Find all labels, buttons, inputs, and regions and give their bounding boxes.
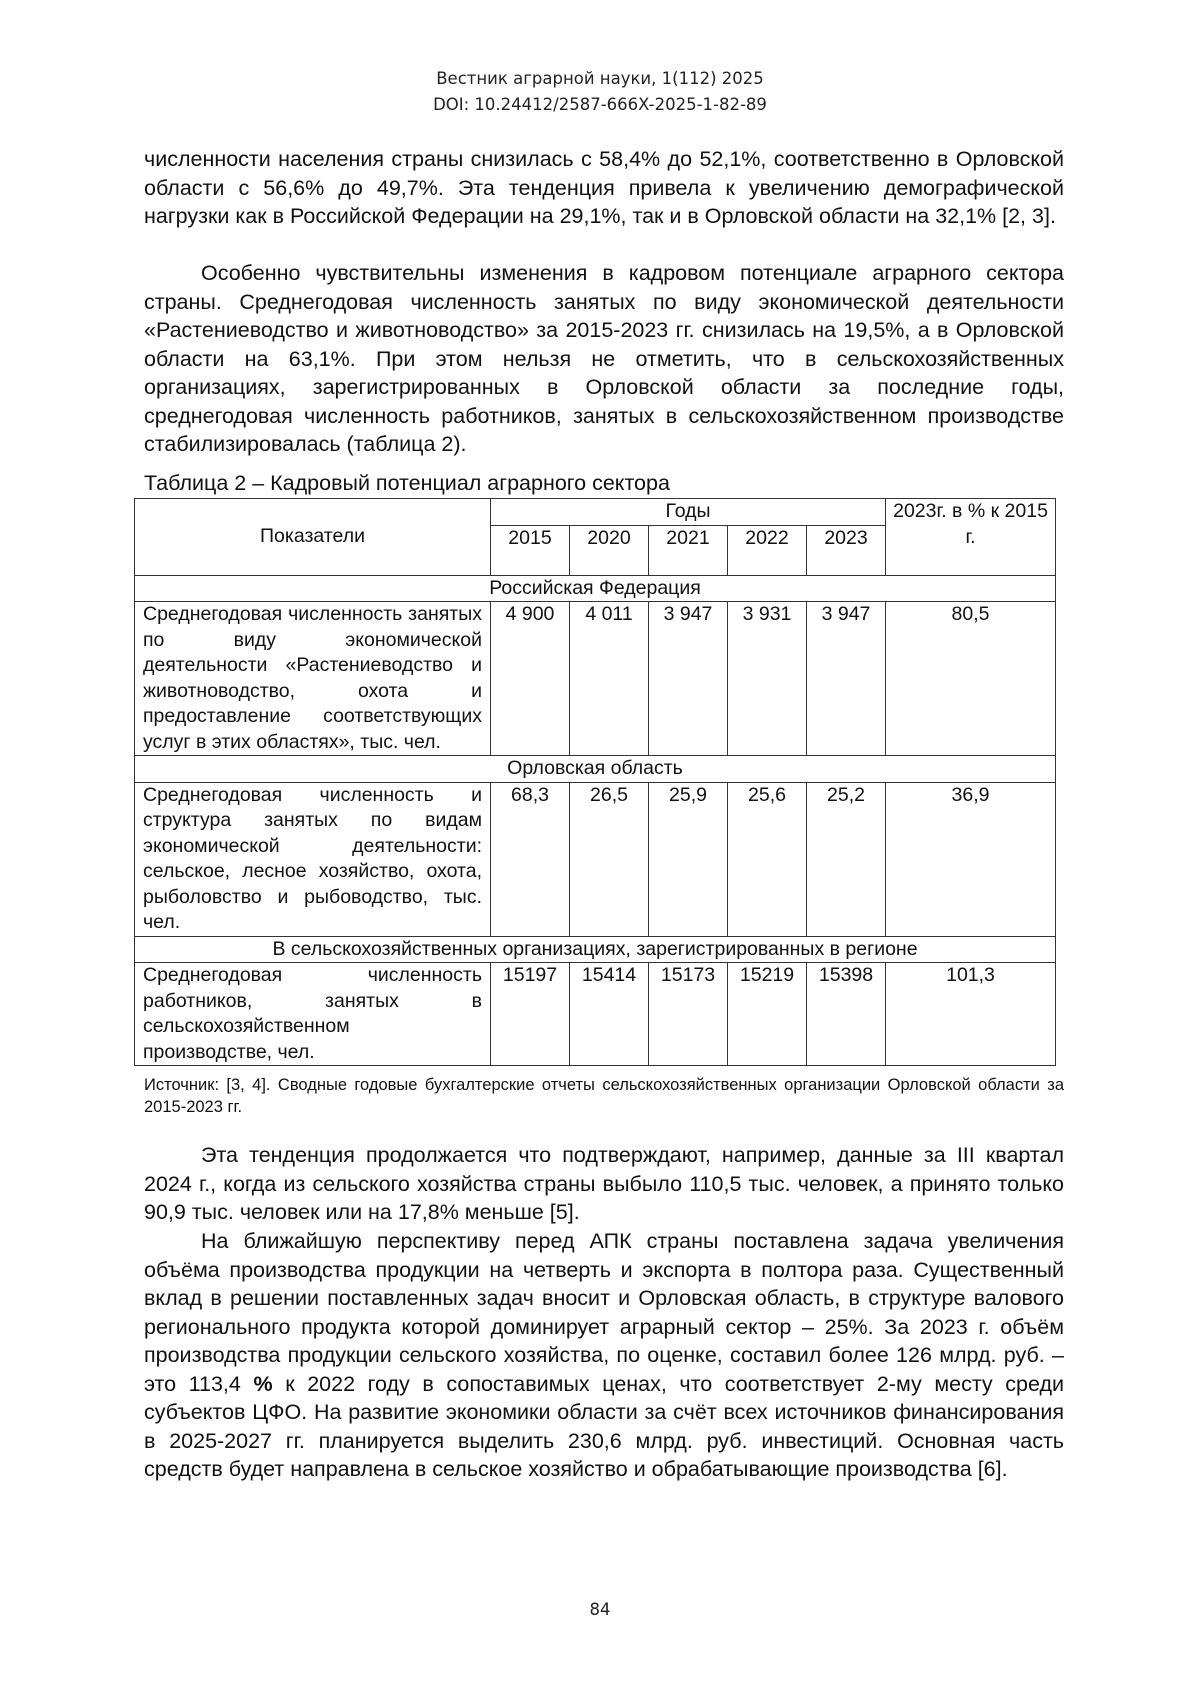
page-number: 84 (589, 1600, 611, 1619)
value-cell: 25,2 (807, 782, 886, 936)
paragraph-4-text-b: к 2022 году в сопоставимых ценах, что соответствует 2-му месту среди субъектов ЦФО. На развитие экономики области за счёт всех источников финансирования в 2025-2027 гг. планируется выделить 230,6 млрд. руб. инвестиций. Основная часть средств будет направлена в сельское хозяйство и обрабатывающие производства [6]. (144, 1371, 1065, 1481)
paragraph-3: Эта тенденция продолжается что подтверждают, например, данные за III квартал 2024 г., когда из сельского хозяйства страны выбыло 110,5 тыс. человек, а принято только 90,9 тыс. человек или на 17,8% меньше [5]. (144, 1143, 1064, 1224)
running-header (0, 66, 1200, 118)
header-ratio: 2023г. в % к 2015 г. (886, 499, 1056, 576)
value-cell: 4 900 (491, 602, 570, 756)
table-row (135, 782, 1056, 936)
section-row (135, 756, 1056, 783)
header-indicator: Показатели (135, 499, 491, 576)
value-cell: 25,6 (728, 782, 807, 936)
value-cell: 15414 (570, 963, 649, 1066)
personnel-table (134, 498, 1056, 1066)
indicator-cell: Среднегодовая численность работников, занятых в сельскохозяйственном производстве, чел. (135, 963, 491, 1066)
value-cell: 15398 (807, 963, 886, 1066)
paragraph-2: Особенно чувствительны изменения в кадровом потенциале аграрного сектора страны. Среднегодовая численность занятых по виду экономической деятельности «Растениеводство и животноводство» за 2015-2023 гг. снизилась на 19,5%, а в Орловской области на 63,1%. При этом нельзя не отметить, что в сельскохозяйственных организациях, зарегистрированных в Орловской области за последние годы, среднегодовая численность работников, занятых в сельскохозяйственном производстве стабилизировалась (таблица 2). (144, 261, 1064, 456)
paragraph-1: численности населения страны снизилась с 58,4% до 52,1%, соответственно в Орловской области с 56,6% до 49,7%. Эта тенденция привела к увеличению демографической нагрузки как в Российской Федерации на 29,1%, так и в Орловской области на 32,1% [2, 3]. (144, 147, 1064, 228)
table-row (135, 602, 1056, 756)
indicator-cell: Среднегодовая численность и структура занятых по видам экономической деятельности: сельское, лесное хозяйство, охота, рыболовство и рыбоводство, тыс. чел. (135, 782, 491, 936)
value-cell: 68,3 (491, 782, 570, 936)
section-title-orel: Орловская область (135, 756, 1056, 783)
table-row (135, 963, 1056, 1066)
table-source-note: Источник: [3, 4]. Сводные годовые бухгалтерские отчеты сельскохозяйственных организации Орловской области за 2015-2023 гг. (144, 1076, 1064, 1116)
value-cell: 15173 (649, 963, 728, 1066)
value-cell: 3 931 (728, 602, 807, 756)
header-years: Годы (491, 499, 886, 526)
section-row (135, 936, 1056, 963)
paragraph-4 (144, 1227, 1064, 1484)
indicator-cell: Среднегодовая численность занятых по виду экономической деятельности «Растениеводство и животноводство, охота и предоставление соответствующих услуг в этих областях», тыс. чел. (135, 602, 491, 756)
doi-line: DOI: 10.24412/2587-666X-2025-1-82-89 (433, 95, 767, 114)
value-cell: 26,5 (570, 782, 649, 936)
table-caption: Таблица 2 – Кадровый потенциал аграрного сектора (144, 471, 670, 495)
ratio-cell: 36,9 (886, 782, 1056, 936)
year-2021: 2021 (649, 525, 728, 575)
value-cell: 3 947 (807, 602, 886, 756)
value-cell: 15219 (728, 963, 807, 1066)
paragraph-4-text-a: На ближайшую перспективу перед АПК страны поставлена задача увеличения объёма производства продукции на четверть и экспорта в полтора раза. Существенный вклад в решении поставленных задач вносит и Орловская область, в структуре валового регионального продукта которой доминирует аграрный сектор – 25%. За 2023 г. объём производства продукции сельского хозяйства, по оценке, составил более 126 млрд. руб. – это 113,4 (144, 1229, 1064, 1396)
section-title-agri-orgs: В сельскохозяйственных организациях, зарегистрированных в регионе (135, 936, 1056, 963)
value-cell: 25,9 (649, 782, 728, 936)
value-cell: 15197 (491, 963, 570, 1066)
year-2023: 2023 (807, 525, 886, 575)
ratio-cell: 101,3 (886, 963, 1056, 1066)
year-2020: 2020 (570, 525, 649, 575)
value-cell: 4 011 (570, 602, 649, 756)
table-header-row (135, 499, 1056, 526)
value-cell: 3 947 (649, 602, 728, 756)
year-2022: 2022 (728, 525, 807, 575)
percent-sign-bold: % (253, 1371, 273, 1396)
journal-title: Вестник аграрной науки, 1(112) 2025 (436, 69, 764, 88)
year-2015: 2015 (491, 525, 570, 575)
ratio-cell: 80,5 (886, 602, 1056, 756)
section-row (135, 575, 1056, 602)
section-title-rf: Российская Федерация (135, 575, 1056, 602)
